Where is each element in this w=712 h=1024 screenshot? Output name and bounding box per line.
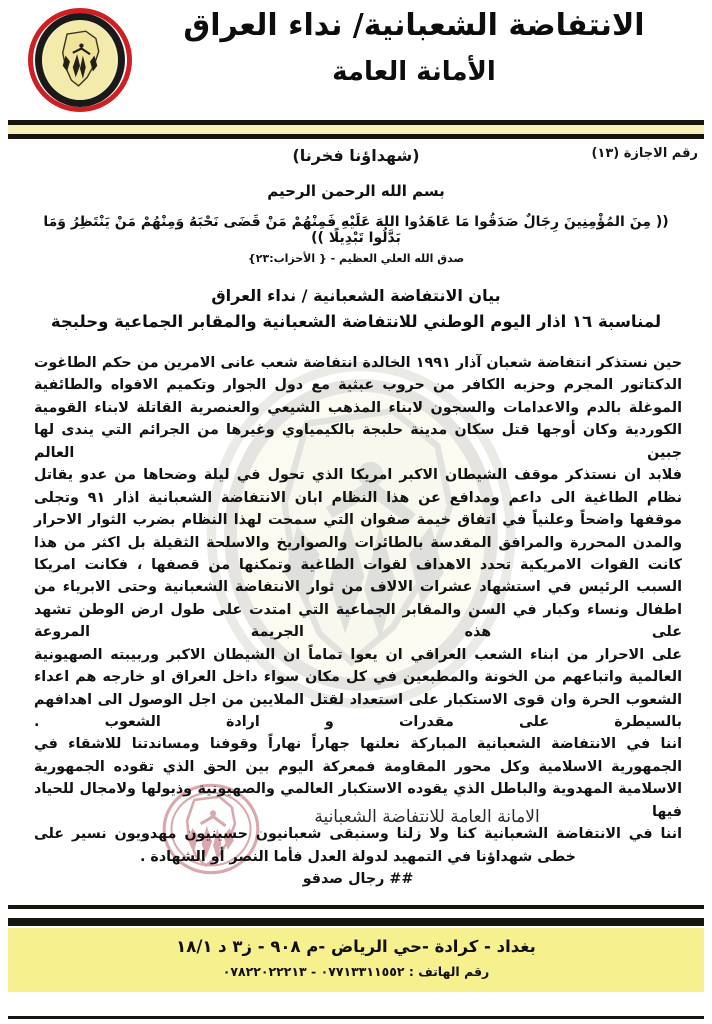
letterhead-header (0, 0, 712, 118)
header-divider (8, 120, 704, 139)
letterhead-footer (8, 928, 704, 992)
footer-black-bar (8, 918, 704, 926)
footer-phone: رقم الهاتف : ٠٧٧١٣٣١١٥٥٢ - ٠٧٨٢٢٠٢٢٢١٣ (222, 963, 490, 979)
verse-source: صدق الله العلي العظيم - { الأحزاب:٢٣} (247, 252, 465, 265)
body-paragraph: اننا في الانتفاضة الشعبانية كنا ولا زلنا وسنبقى شعبانيون حسينيون مهدويون نسير على خطى شهداؤنا في التمهيد لدولة العدل فأما النصر أو الشهادة . (34, 826, 682, 865)
signing-authority: الامانة العامة للانتفاضة الشعبانية (314, 807, 540, 827)
page-bottom-rule (8, 1016, 704, 1019)
closing-mark: ## رجال صدقو (302, 871, 414, 888)
page-title (0, 284, 712, 334)
footer-top-rule (8, 905, 704, 909)
page-title-line-1: بيان الانتفاضة الشعبانية / نداء العراق (211, 286, 501, 305)
reference-row (8, 146, 704, 172)
basmala-line: بسم الله الرحمن الرحيم (267, 182, 445, 200)
body-paragraph: حين نستذكر انتفاضة شعبان آذار ١٩٩١ الخالدة انتفاضة شعب عانى الامرين من حكم الطاغوت الدكتاتور المجرم وحزبه الكافر من حروب عبثية مع دول الجوار وتكميم الافواه والطائفية الموغلة بالدم والاعدامات والسجون لابناء المذهب الشيعي والعنصرية القاتلة لابناء القومية الكوردية وكان أوجها قتل سكان مدينة حلبجة بالكيمياوي وغيرها من الجرائم التي يندى لها جبين العالم (34, 355, 683, 461)
body-paragraph: فلابد ان نستذكر موقف الشيطان الاكبر امريكا الذي تحول في ليلة وضحاها من عدو يقاتل نظام الطاغية الى داعم ومدافع عن هذا النظام ابان الانتفاضة الشعبانية اذار ٩١ وتجلى موقفها واضحاً وعلنياً في اتفاق خيمة صفوان التي سمحت لهذا النظام بضرب الثوار الاحرار والمدن المحررة والمرافق المقدسة بالطائرات والصواريخ والاسلحة الثقيلة بل اكثر من هذا كانت القوات الامريكية تحدد الاهداف لقوات الطاغية وتمكنها من قصفها ، فكانت امريكا السبب الرئيس في استشهاد عشرات الالاف من ثوار الانتفاضة الشعبانية وحتى الابرياء من اطفال ونساء وكبار في السن والمقابر الجماعية التي امتدت على طول ارض الوطن تشهد على هذه الجريمة المروعة (34, 467, 682, 641)
motto-text: (شهداؤنا فخرنا) (292, 146, 420, 165)
divider-bar-cream (8, 125, 704, 134)
organization-subtitle: الأمانة العامة (332, 56, 496, 87)
body-paragraph: اننا في الانتفاضة الشعبانية المباركة نعلنها جهاراً نهاراً وقوفنا ومساندتنا للاشقاء في الجمهورية الاسلامية وكل محور المقاومة فمعركة اليوم بين الحق الذي تقوده الجمهورية الاسلامية المهدوية والباطل الذي يقوده الاستكبار العالمي والصهيونية وذيولها ولامجال للحياد فيها (34, 736, 682, 820)
organization-emblem-icon (28, 8, 132, 112)
emblem-artwork (44, 21, 116, 99)
organization-title: الانتفاضة الشعبانية/ نداء العراق (183, 8, 645, 43)
license-number: رقم الاجازة (١٣) (591, 146, 698, 161)
divider-bar-bottom (8, 134, 704, 139)
footer-address: بغداد - كرادة -حي الرياض -م ٩٠٨ - ز٣ د ١٨/١ (176, 937, 536, 956)
body-paragraph: على الاحرار من ابناء الشعب العراقي ان يعوا تماماً ان الشيطان الاكبر وربيبته الصهيونية العالمية واتباعهم من الخونة والمطبعين في كل مكان سواء داخل العراق او خارجه هم اعداء الشعوب الحرة وان قوى الاستكبار على استعداد لقتل الملايين من اجل الوصول الى اهدافهم بالسيطرة على مقدرات و ارادة الشعوب . (34, 646, 682, 730)
header-title-group (134, 6, 694, 92)
document-body (34, 352, 682, 891)
page-title-line-2: لمناسبة ١٦ اذار اليوم الوطني للانتفاضة الشعبانية والمقابر الجماعية وحلبجة (50, 311, 662, 331)
quran-verse: (( مِنَ المُؤْمِنِينَ رِجَالٌ صَدَقُوا مَا عَاهَدُوا اللهَ عَلَيْهِ فَمِنْهُمْ مَنْ قَضَى نَحْبَهُ وَمِنْهُمْ مَنْ يَنْتَظِرُ وَمَا بَدَّلُوا تَبْدِيلًا )) (43, 214, 669, 246)
